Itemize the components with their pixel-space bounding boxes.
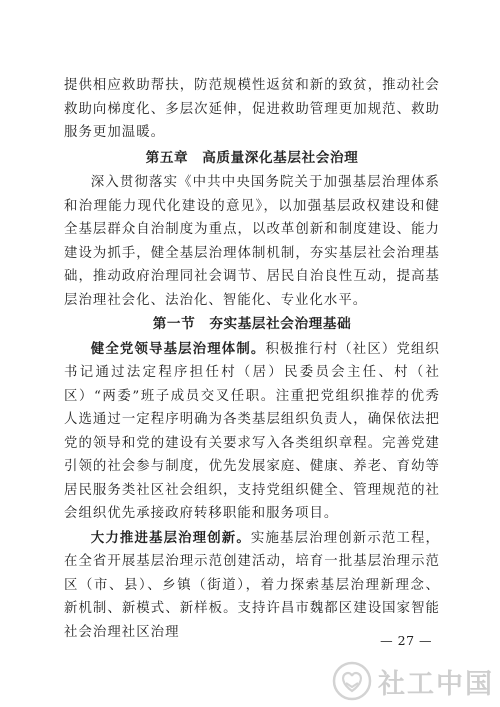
item-body: 实施基层治理创新示范工程，在全省开展基层治理示范创建活动，培育一批基层治理示范区（市、县）、乡镇（街道），着力探索基层治理新理念、新机制、新模式、新样板。支持许昌市魏都区建设国家智能社会治理社区治理 (64, 530, 440, 640)
watermark (332, 661, 494, 701)
heart-hands-logo-icon (332, 661, 372, 701)
item-lead: 大力推进基层治理创新。 (90, 529, 251, 546)
item-lead: 健全党领导基层治理体制。 (90, 340, 266, 357)
chapter-heading (64, 147, 440, 171)
intro-paragraph: 提供相应救助帮扶，防范规模性返贫和新的致贫，推动社会救助向梯度化、多层次延伸，促进救助管理更加规范、救助服务更加温暖。 (64, 78, 440, 140)
watermark-text: 社工中国 (378, 668, 494, 700)
item-body: 积极推行村（社区）党组织书记通过法定程序担任村（居）民委员会主任、村（社区）“两委”班子成员交叉任职。注重把党组织推荐的优秀人选通过一定程序明确为各类基层组织负责人，确保依法把党的领导和党的建设有关要求写入各类组织章程。完善党建引领的社会参与制度，优先发展家庭、健康、养老、育幼等居民服务类社区社会组织，支持党组织健全、管理规范的社会组织优先承接政府转移职能和服务项目。 (64, 341, 440, 521)
section-title: 夯实基层社会治理基础 (209, 316, 352, 332)
section-number: 第一节 (152, 316, 196, 332)
chapter-title: 高质量深化基层社会治理 (202, 149, 359, 166)
item-paragraph-governance-innovation (64, 527, 440, 645)
chapter-number: 第五章 (145, 149, 189, 166)
page-number: — 27 — (380, 633, 432, 648)
chapter-paragraph: 深入贯彻落实《中共中央国务院关于加强基层治理体系和治理能力现代化建设的意见》，以加强基层政权建设和健全基层群众自治制度为重点，以改革创新和制度建设、能力建设为抓手，健全基层治理体制机制，夯实基层社会治理基础，推动政府治理同社会调节、居民自治良性互动，提高基层治理社会化、法治化、智能化、专业化水平。 (64, 175, 440, 308)
item-paragraph-party-leadership (64, 338, 440, 526)
section-heading (64, 313, 440, 337)
